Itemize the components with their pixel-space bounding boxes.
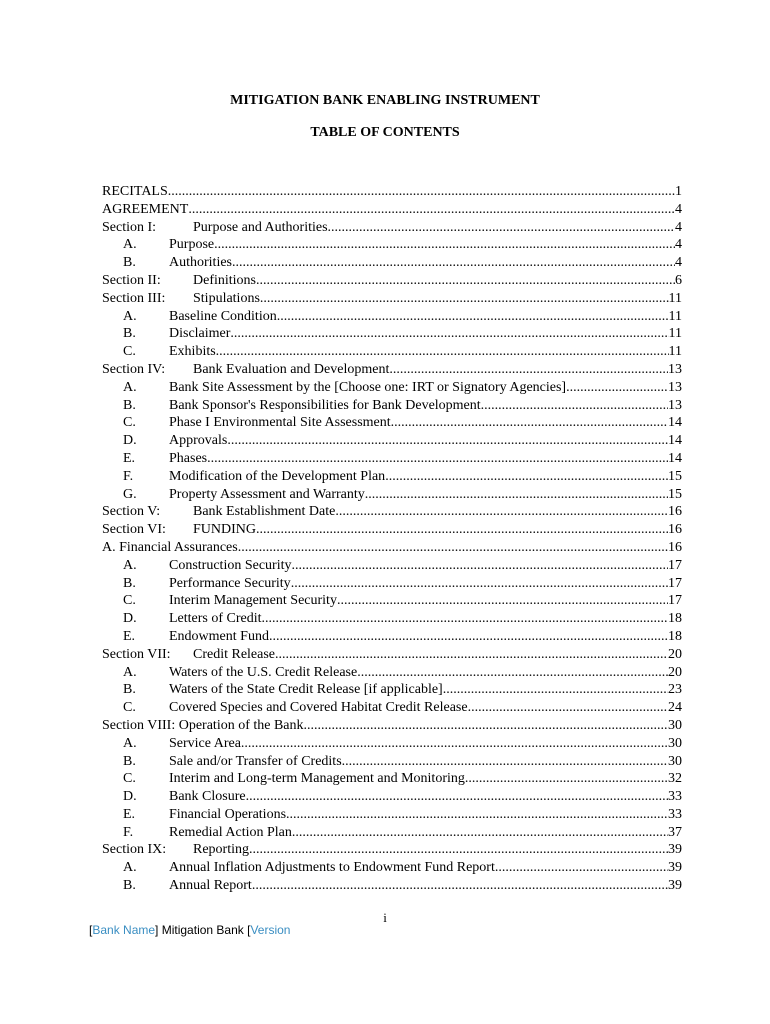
toc-entry[interactable] (102, 628, 682, 646)
toc-entry[interactable] (102, 486, 682, 504)
toc-dot-leader (495, 859, 668, 877)
toc-dot-leader (292, 824, 668, 842)
toc-page-number: 11 (668, 326, 682, 342)
toc-entry-title: Financial Operations (169, 806, 287, 822)
toc-subsection-label: D. (123, 611, 137, 627)
toc-page-number: 17 (668, 575, 682, 591)
toc-subsection-label: A. (123, 379, 137, 395)
toc-subsection-label: B. (123, 255, 136, 271)
toc-entry[interactable] (102, 290, 682, 308)
toc-entry[interactable] (102, 183, 682, 201)
toc-dot-leader (292, 557, 669, 575)
toc-page-number: 24 (668, 700, 682, 716)
toc-dot-leader (246, 788, 668, 806)
toc-entry-title: Letters of Credit (169, 611, 262, 627)
toc-entry[interactable] (102, 770, 682, 788)
toc-dot-leader (227, 432, 668, 450)
toc-section-label: Section I: (102, 219, 157, 235)
toc-entry-title: Definitions (193, 272, 256, 288)
toc-subsection-label: C. (123, 593, 136, 609)
toc-entry-title: Annual Report (169, 878, 252, 894)
document-title: MITIGATION BANK ENABLING INSTRUMENT (230, 93, 540, 108)
toc-dot-leader (391, 414, 668, 432)
toc-entry-title: Section VIII: Operation of the Bank (102, 717, 304, 733)
toc-dot-leader (365, 486, 668, 504)
toc-subsection-label: A. (123, 557, 137, 573)
toc-entry[interactable] (102, 521, 682, 539)
footer-bracket: ] (155, 923, 159, 937)
toc-subsection-label: E. (123, 450, 136, 466)
page-number: i (383, 910, 387, 925)
toc-subsection-label: D. (123, 433, 137, 449)
toc-dot-leader (260, 290, 669, 308)
toc-entry-title: Bank Evaluation and Development (193, 361, 390, 377)
toc-entry-title: Stipulations (193, 290, 260, 306)
toc-dot-leader (241, 735, 668, 753)
toc-subsection-label: F. (123, 824, 134, 840)
toc-entry[interactable] (102, 646, 682, 664)
toc-entry-title: Baseline Condition (169, 308, 277, 324)
toc-dot-leader (291, 575, 668, 593)
toc-dot-leader (249, 841, 668, 859)
toc-subsection-label: A. (123, 237, 137, 253)
toc-entry[interactable] (102, 681, 682, 699)
toc-dot-leader (286, 806, 668, 824)
toc-entry-title: Interim and Long-term Management and Monitoring (169, 771, 465, 787)
toc-page-number: 30 (668, 753, 682, 769)
toc-entry[interactable] (102, 379, 682, 397)
toc-entry[interactable] (102, 432, 682, 450)
toc-entry-title: Waters of the State Credit Release [if applicable] (169, 682, 443, 698)
toc-subsection-label: B. (123, 753, 136, 769)
toc-dot-leader (357, 664, 668, 682)
toc-page-number: 33 (668, 789, 682, 805)
toc-entry-title: Covered Species and Covered Habitat Credit Release (169, 700, 468, 716)
toc-dot-leader (443, 681, 668, 699)
table-of-contents (102, 183, 682, 895)
toc-entry-title: RECITALS (102, 184, 168, 199)
toc-entry[interactable] (102, 539, 682, 557)
footer-bracket: [ (89, 923, 93, 937)
toc-page-number: 4 (675, 237, 682, 253)
toc-dot-leader (335, 503, 668, 521)
toc-page-number: 16 (668, 522, 682, 538)
toc-entry-title: Approvals (169, 433, 228, 449)
toc-entry-title: Remedial Action Plan (169, 824, 292, 840)
footer-version-placeholder[interactable]: Version (250, 923, 291, 937)
toc-subsection-label: C. (123, 344, 136, 360)
toc-subsection-label: B. (123, 326, 136, 342)
toc-heading: TABLE OF CONTENTS (310, 125, 460, 140)
toc-entry-title: Exhibits (169, 344, 216, 360)
toc-subsection-label: A. (123, 664, 137, 680)
toc-entry-title: Phase I Environmental Site Assessment (169, 415, 391, 431)
toc-dot-leader (385, 468, 668, 486)
toc-subsection-label: F. (123, 468, 134, 484)
toc-page-number: 11 (668, 308, 682, 324)
toc-subsection-label: C. (123, 771, 136, 787)
toc-entry[interactable] (102, 753, 682, 771)
toc-entry-title: FUNDING (193, 522, 256, 538)
toc-page-number: 17 (668, 557, 682, 573)
toc-entry[interactable] (102, 503, 682, 521)
toc-entry-title: Property Assessment and Warranty (169, 486, 365, 502)
toc-entry-title: Authorities (169, 255, 232, 271)
toc-entry-title: Bank Establishment Date (193, 504, 336, 520)
footer-text: Mitigation Bank (158, 923, 248, 937)
toc-entry-title: Construction Security (169, 557, 292, 573)
toc-entry-title: Bank Site Assessment by the [Choose one: IRT or Signatory Agencies] (169, 379, 567, 395)
toc-entry[interactable] (102, 824, 682, 842)
toc-dot-leader (232, 254, 675, 272)
toc-section-label: Section III: (102, 290, 166, 306)
toc-page-number: 20 (668, 646, 682, 662)
toc-page-number: 14 (668, 415, 682, 431)
toc-entry[interactable] (102, 859, 682, 877)
toc-page-number: 33 (668, 806, 682, 822)
toc-entry-title: AGREEMENT (102, 201, 189, 217)
toc-dot-leader (328, 219, 675, 237)
toc-subsection-label: B. (123, 397, 136, 413)
toc-entry[interactable] (102, 717, 682, 735)
toc-entry[interactable] (102, 788, 682, 806)
toc-entry[interactable] (102, 325, 682, 343)
toc-dot-leader (481, 397, 668, 415)
toc-entry-title: Purpose and Authorities (193, 219, 328, 235)
toc-dot-leader (207, 450, 668, 468)
toc-dot-leader (337, 592, 668, 610)
toc-entry[interactable] (102, 219, 682, 237)
toc-entry[interactable] (102, 236, 682, 254)
toc-page-number: 30 (668, 717, 682, 733)
toc-page-number: 11 (668, 344, 682, 360)
toc-page-number: 16 (668, 504, 682, 520)
toc-entry[interactable] (102, 254, 682, 272)
toc-dot-leader (256, 521, 668, 539)
toc-page-number: 16 (668, 539, 682, 555)
toc-page-number: 14 (668, 433, 682, 449)
toc-page-number: 13 (668, 361, 682, 377)
toc-subsection-label: G. (123, 486, 137, 502)
toc-subsection-label: A. (123, 735, 137, 751)
toc-entry[interactable] (102, 414, 682, 432)
toc-entry[interactable] (102, 272, 682, 290)
toc-entry[interactable] (102, 610, 682, 628)
toc-entry[interactable] (102, 806, 682, 824)
toc-entry-title: Service Area (169, 735, 241, 751)
toc-page-number: 4 (675, 255, 682, 271)
toc-section-label: Section VII: (102, 646, 171, 662)
toc-section-label: Section IX: (102, 842, 167, 858)
toc-subsection-label: A. (123, 860, 137, 876)
toc-dot-leader (468, 699, 668, 717)
toc-subsection-label: A. (123, 308, 137, 324)
toc-entry[interactable] (102, 575, 682, 593)
toc-entry[interactable] (102, 592, 682, 610)
toc-dot-leader (168, 183, 675, 201)
toc-entry-title: Reporting (193, 842, 249, 858)
toc-page-number: 37 (668, 824, 682, 840)
toc-dot-leader (566, 379, 668, 397)
toc-dot-leader (275, 646, 668, 664)
toc-dot-leader (256, 272, 675, 290)
toc-page-number: 17 (668, 593, 682, 609)
toc-subsection-label: B. (123, 682, 136, 698)
toc-page-number: 13 (668, 379, 682, 395)
toc-section-label: Section V: (102, 504, 161, 520)
toc-entry[interactable] (102, 361, 682, 379)
toc-entry[interactable] (102, 877, 682, 895)
toc-entry-title: Endowment Fund (169, 628, 269, 644)
toc-dot-leader (304, 717, 668, 735)
toc-page-number: 4 (675, 201, 682, 217)
toc-entry-title: Credit Release (193, 646, 276, 662)
footer-bank-name-placeholder[interactable]: Bank Name (92, 923, 156, 937)
toc-section-label: Section IV: (102, 361, 166, 377)
toc-subsection-label: C. (123, 700, 136, 716)
toc-entry-title: Interim Management Security (169, 593, 337, 609)
toc-entry-title: Annual Inflation Adjustments to Endowment Fund Report (169, 860, 495, 876)
toc-page-number: 14 (668, 450, 682, 466)
toc-entry-title: Bank Sponsor's Responsibilities for Bank Development (169, 397, 481, 413)
toc-entry[interactable] (102, 841, 682, 859)
toc-page-number: 39 (668, 860, 682, 876)
toc-entry[interactable] (102, 308, 682, 326)
toc-entry-title: Sale and/or Transfer of Credits (169, 753, 342, 769)
toc-subsection-label: B. (123, 878, 136, 894)
toc-subsection-label: E. (123, 628, 136, 644)
toc-dot-leader (216, 343, 669, 361)
toc-dot-leader (262, 610, 668, 628)
toc-entry[interactable] (102, 735, 682, 753)
toc-entry-title: Performance Security (169, 575, 291, 591)
toc-dot-leader (389, 361, 668, 379)
toc-entry[interactable] (102, 343, 682, 361)
toc-entry[interactable] (102, 450, 682, 468)
toc-dot-leader (252, 877, 668, 895)
toc-page-number: 39 (668, 842, 682, 858)
footer-bracket: [ (247, 923, 251, 937)
toc-dot-leader (342, 753, 668, 771)
toc-entry-title: Phases (169, 450, 208, 466)
toc-page-number: 18 (668, 611, 682, 627)
toc-page-number: 32 (668, 771, 682, 787)
toc-page-number: 20 (668, 664, 682, 680)
toc-subsection-label: C. (123, 415, 136, 431)
toc-entry-title: A. Financial Assurances (102, 539, 238, 555)
toc-page-number: 39 (668, 878, 682, 894)
toc-entry-title: Disclaimer (169, 326, 231, 342)
toc-dot-leader (230, 325, 668, 343)
toc-page-number: 15 (668, 468, 682, 484)
toc-entry-title: Purpose (169, 237, 215, 253)
toc-section-label: Section VI: (102, 522, 166, 538)
toc-page-number: 30 (668, 735, 682, 751)
toc-entry-title: Waters of the U.S. Credit Release (169, 664, 358, 680)
toc-page-number: 18 (668, 628, 682, 644)
toc-dot-leader (214, 236, 675, 254)
toc-entry[interactable] (102, 201, 682, 219)
toc-entry[interactable] (102, 468, 682, 486)
toc-entry-title: Bank Closure (169, 789, 246, 805)
toc-entry[interactable] (102, 557, 682, 575)
toc-section-label: Section II: (102, 272, 161, 288)
toc-subsection-label: D. (123, 789, 137, 805)
toc-dot-leader (465, 770, 668, 788)
toc-page-number: 4 (675, 219, 682, 235)
page-footer (89, 923, 290, 937)
toc-subsection-label: B. (123, 575, 136, 591)
toc-entry[interactable] (102, 397, 682, 415)
toc-dot-leader (238, 539, 668, 557)
toc-dot-leader (269, 628, 668, 646)
toc-page-number: 23 (668, 682, 682, 698)
toc-page-number: 6 (675, 272, 682, 288)
toc-page-number: 11 (668, 290, 682, 306)
toc-dot-leader (188, 201, 675, 219)
toc-page-number: 1 (675, 184, 682, 199)
toc-entry[interactable] (102, 664, 682, 682)
toc-dot-leader (277, 308, 669, 326)
toc-page-number: 15 (668, 486, 682, 502)
toc-entry[interactable] (102, 699, 682, 717)
toc-entry-title: Modification of the Development Plan (169, 468, 386, 484)
toc-subsection-label: E. (123, 806, 136, 822)
toc-page-number: 13 (668, 397, 682, 413)
